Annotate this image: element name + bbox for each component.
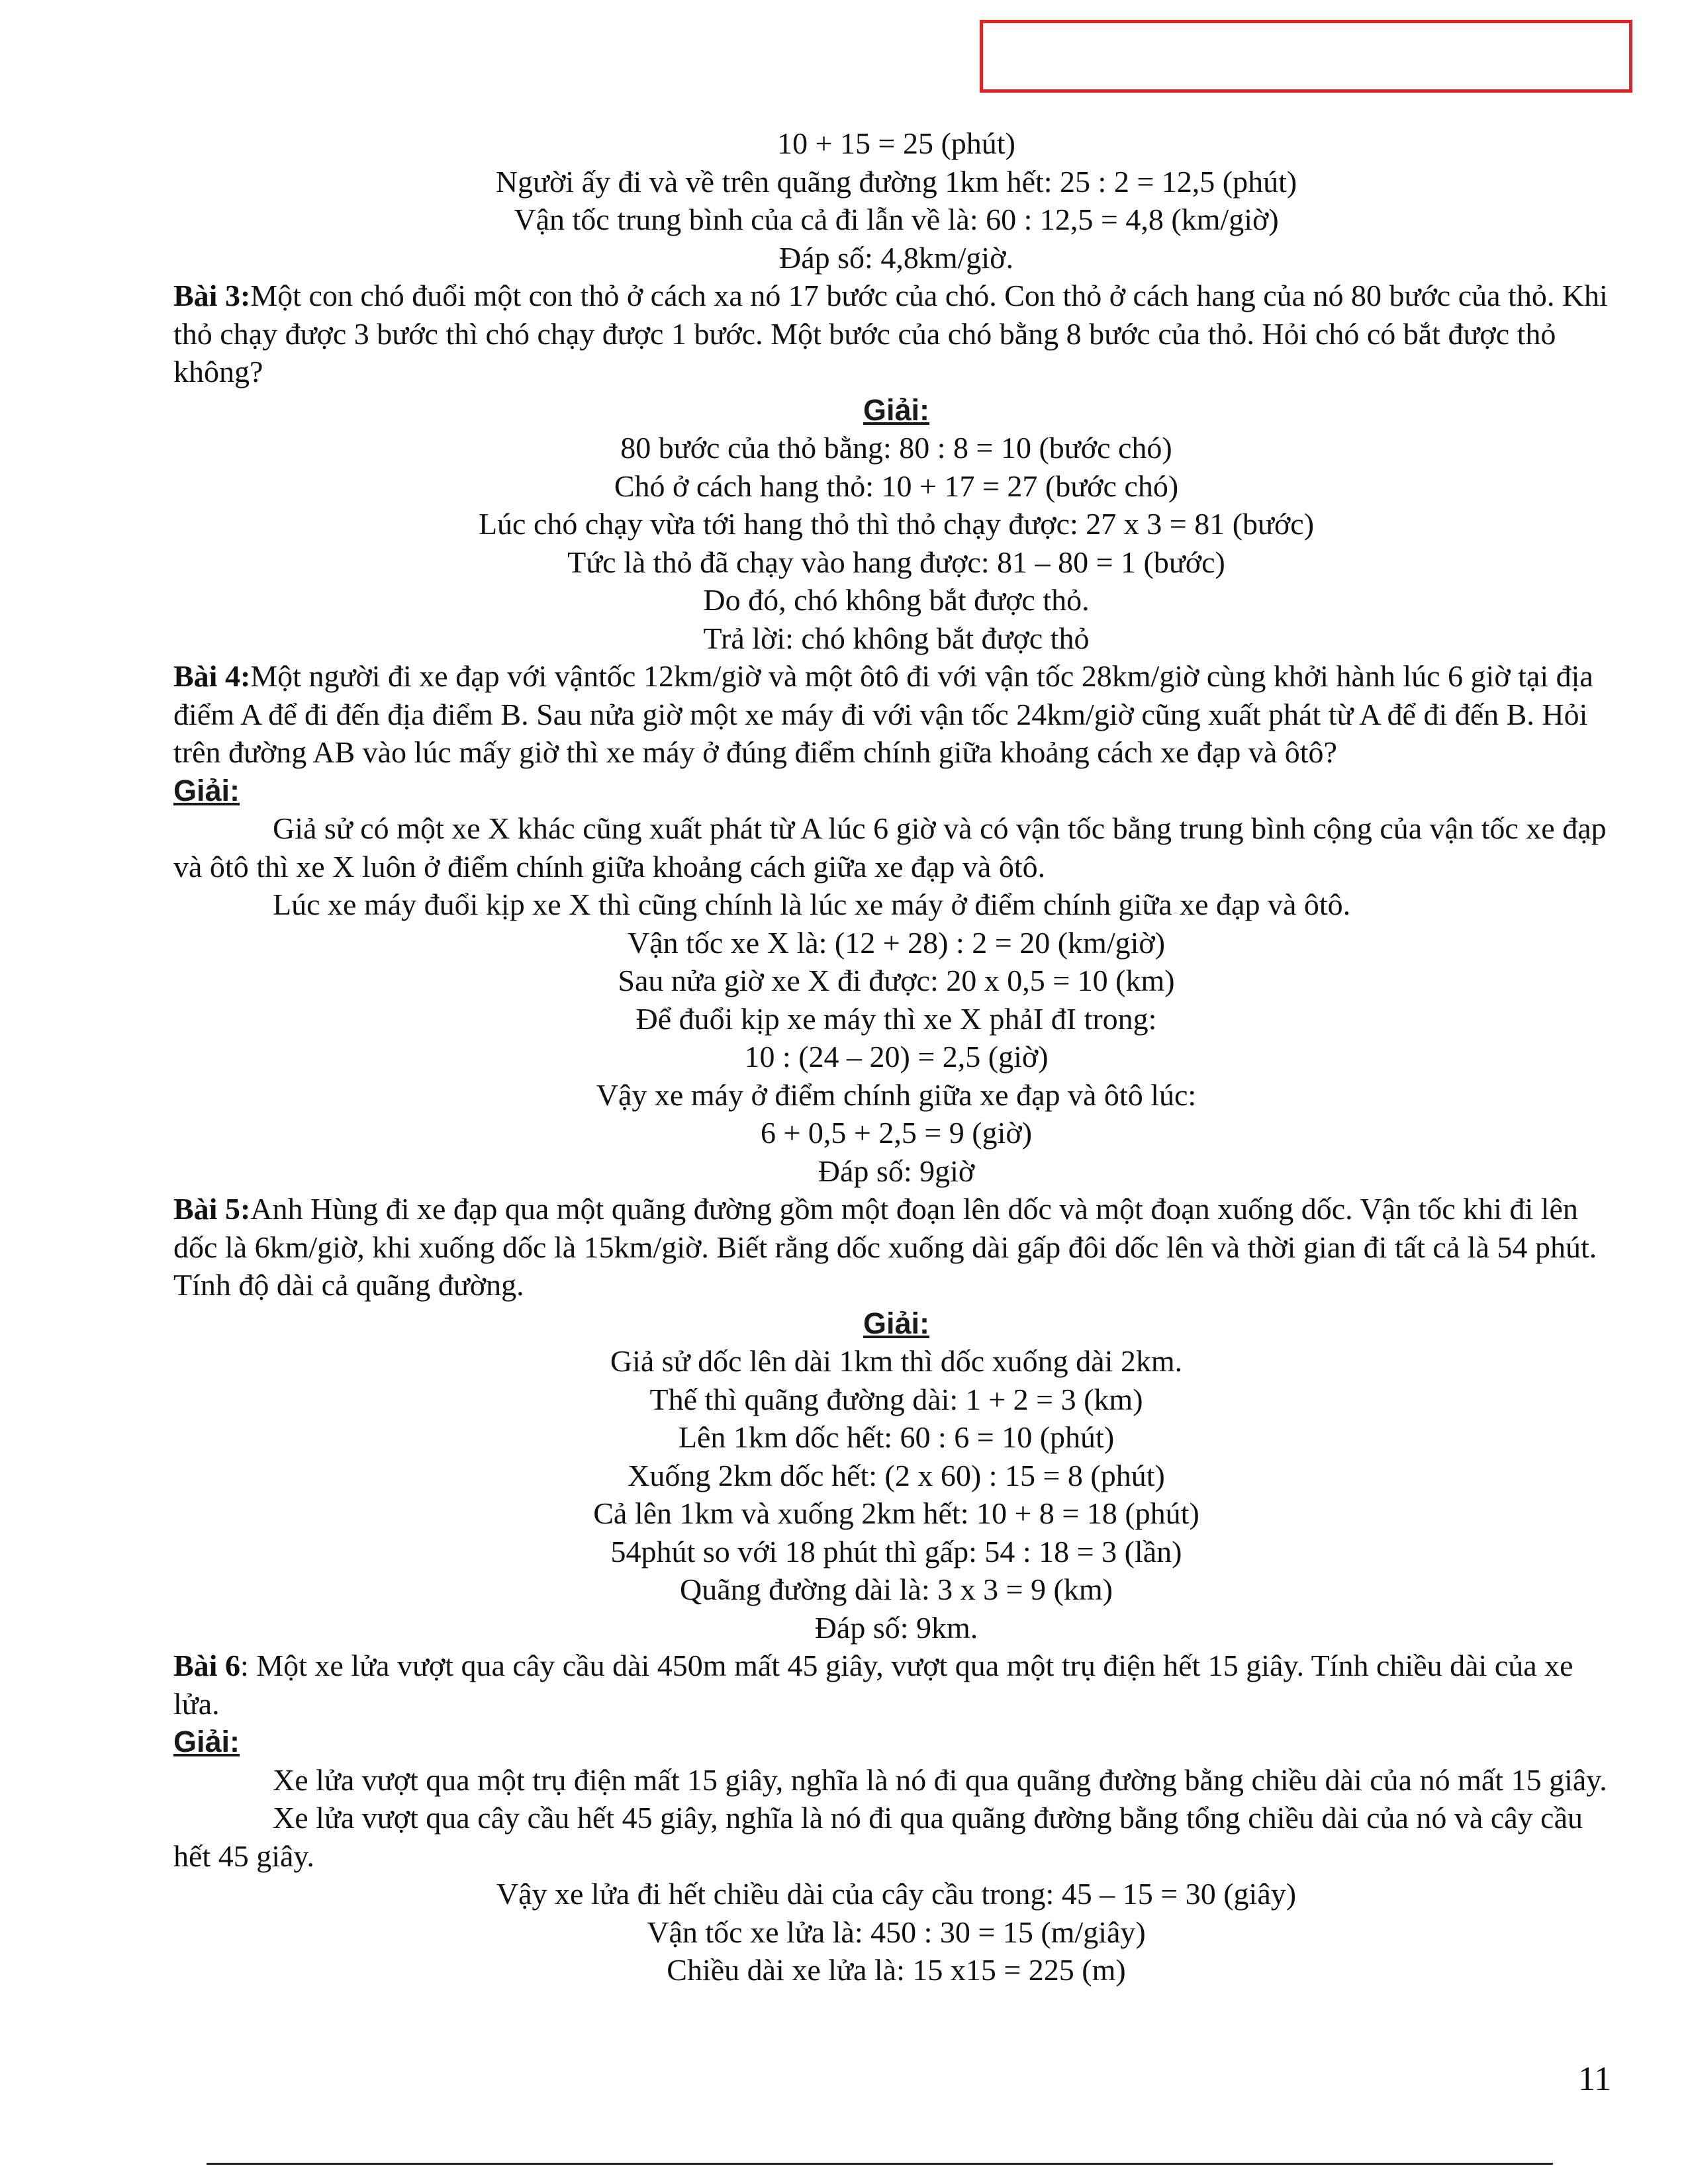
problem-paragraph: [173, 277, 1619, 391]
indented-paragraph: Lúc xe máy đuổi kịp xe X thì cũng chính là lúc xe máy ở điểm chính giữa xe đạp và ôtô.: [273, 887, 1351, 921]
centered-line: Sau nửa giờ xe X đi được: 20 x 0,5 = 10 (km): [618, 964, 1175, 997]
centered-line: Để đuổi kịp xe máy thì xe X phảI đI trong:: [635, 1001, 1157, 1036]
centered-line: Đáp số: 9giờ: [818, 1154, 975, 1188]
problem-paragraph: [173, 1190, 1619, 1304]
centered-line: Vận tốc xe lửa là: 450 : 30 = 15 (m/giây): [647, 1915, 1146, 1949]
problem-label: Bài 4:: [173, 659, 251, 693]
problem-paragraph: [173, 1647, 1619, 1723]
centered-line: Đáp số: 9km.: [814, 1610, 978, 1645]
solution-heading: Giải:: [173, 1725, 240, 1758]
indented-paragraph: Giả sử có một xe X khác cũng xuất phát từ A lúc 6 giờ và có vận tốc bằng trung bình cộng của vận tốc xe đạp và ôtô thì xe X luôn ở điểm chính giữa khoảng cách giữa xe đạp và ôtô.: [173, 811, 1607, 884]
centered-line: Người ấy đi và về trên quãng đường 1km hết: 25 : 2 = 12,5 (phút): [495, 164, 1297, 199]
centered-line: 10 : (24 – 20) = 2,5 (giờ): [744, 1040, 1049, 1073]
problem-label: Bài 5:: [173, 1192, 251, 1226]
problem-text: Anh Hùng đi xe đạp qua một quãng đường gồm một đoạn lên dốc và một đoạn xuống dốc. Vận tốc khi đi lên dốc là 6km/giờ, khi xuống dốc là 15km/giờ. Biết rằng dốc xuống dài gấp đôi dốc lên và thời gian đi tất cả là 54 phút. Tính độ dài cả quãng đường.: [173, 1192, 1597, 1302]
centered-line: Thế thì quãng đường dài: 1 + 2 = 3 (km): [649, 1382, 1143, 1416]
centered-line: Tức là thỏ đã chạy vào hang được: 81 – 80 = 1 (bước): [567, 545, 1225, 579]
problem-label: Bài 6: [173, 1649, 240, 1682]
problem-text: Một con chó đuổi một con thỏ ở cách xa nó 17 bước của chó. Con thỏ ở cách hang của nó 80 bước của thỏ. Khi thỏ chạy được 3 bước thì chó chạy được 1 bước. Một bước của chó bằng 8 bước của thỏ. Hỏi chó có bắt được thỏ không?: [173, 279, 1608, 388]
centered-line: Lúc chó chạy vừa tới hang thỏ thì thỏ chạy được: 27 x 3 = 81 (bước): [478, 507, 1315, 541]
centered-line: 54phút so với 18 phút thì gấp: 54 : 18 = 3 (lần): [610, 1534, 1182, 1569]
centered-line: 6 + 0,5 + 2,5 = 9 (giờ): [760, 1116, 1033, 1150]
centered-line: Vậy xe lửa đi hết chiều dài của cây cầu trong: 45 – 15 = 30 (giây): [496, 1877, 1297, 1911]
centered-line: Đáp số: 4,8km/giờ.: [779, 240, 1013, 275]
problem-label: Bài 3:: [173, 279, 251, 312]
solution-heading: Giải:: [863, 392, 930, 427]
red-outline-box: [980, 20, 1632, 93]
centered-line: 10 + 15 = 25 (phút): [777, 126, 1015, 160]
centered-line: Quãng đường dài là: 3 x 3 = 9 (km): [680, 1572, 1113, 1606]
solution-heading: Giải:: [863, 1306, 930, 1340]
centered-line: Giả sử dốc lên dài 1km thì dốc xuống dài 2km.: [610, 1344, 1183, 1378]
indented-paragraph: Xe lửa vượt qua cây cầu hết 45 giây, nghĩa là nó đi qua quãng đường bằng tổng chiều dài của nó và cây cầu hết 45 giây.: [173, 1801, 1583, 1873]
page-number: 11: [1578, 2060, 1612, 2098]
centered-line: Vận tốc xe X là: (12 + 28) : 2 = 20 (km/giờ): [627, 925, 1166, 960]
centered-line: Cả lên 1km và xuống 2km hết: 10 + 8 = 18 (phút): [593, 1496, 1199, 1530]
page-content: [173, 124, 1619, 1989]
centered-line: Vận tốc trung bình của cả đi lẫn về là: 60 : 12,5 = 4,8 (km/giờ): [514, 203, 1279, 236]
problem-text: : Một xe lửa vượt qua cây cầu dài 450m mất 45 giây, vượt qua một trụ điện hết 15 giây. Tính chiều dài của xe lửa.: [173, 1649, 1573, 1721]
centered-line: Chó ở cách hang thỏ: 10 + 17 = 27 (bước chó): [614, 469, 1179, 503]
footer-rule: [207, 2163, 1553, 2165]
solution-heading: Giải:: [173, 773, 240, 807]
centered-line: Lên 1km dốc hết: 60 : 6 = 10 (phút): [678, 1420, 1115, 1454]
indented-paragraph: Xe lửa vượt qua một trụ điện mất 15 giây, nghĩa là nó đi qua quãng đường bằng chiều dài của nó mất 15 giây.: [273, 1762, 1607, 1797]
problem-paragraph: [173, 657, 1619, 772]
centered-line: Xuống 2km dốc hết: (2 x 60) : 15 = 8 (phút): [628, 1458, 1165, 1492]
centered-line: Trả lời: chó không bắt được thỏ: [703, 621, 1090, 655]
centered-line: 80 bước của thỏ bằng: 80 : 8 = 10 (bước chó): [620, 431, 1172, 465]
centered-line: Chiều dài xe lửa là: 15 x15 = 225 (m): [667, 1953, 1126, 1987]
problem-text: Một người đi xe đạp với vậntốc 12km/giờ và một ôtô đi với vận tốc 28km/giờ cùng khởi hành lúc 6 giờ tại địa điểm A để đi đến địa điểm B. Sau nửa giờ một xe máy đi với vận tốc 24km/giờ cũng xuất phát từ A để đi đến B. Hỏi trên đường AB vào lúc mấy giờ thì xe máy ở đúng điểm chính giữa khoảng cách xe đạp và ôtô?: [173, 659, 1593, 769]
centered-line: Do đó, chó không bắt được thỏ.: [703, 583, 1090, 617]
centered-line: Vậy xe máy ở điểm chính giữa xe đạp và ôtô lúc:: [596, 1077, 1197, 1112]
